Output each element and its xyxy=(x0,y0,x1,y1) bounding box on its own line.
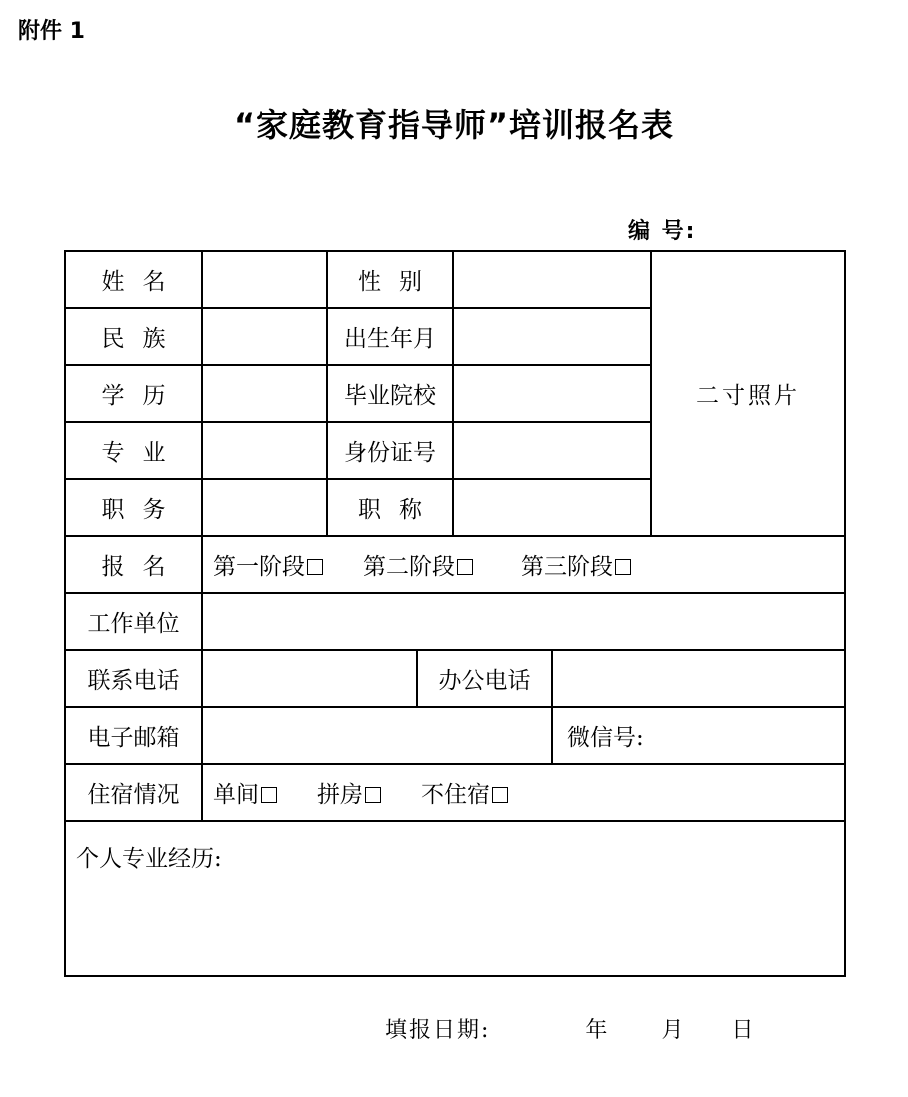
month-label: 月 xyxy=(661,1018,686,1043)
form-title: “家庭教育指导师”培训报名表 xyxy=(233,106,675,144)
professional-title-field[interactable] xyxy=(453,479,651,536)
experience-label: 个人专业经历: xyxy=(76,846,222,872)
contact-phone-label: 联系电话 xyxy=(65,650,202,707)
name-label: 姓名 xyxy=(65,251,202,308)
checkbox[interactable] xyxy=(365,787,381,803)
photo-area[interactable] xyxy=(651,251,845,536)
position-field[interactable] xyxy=(202,479,327,536)
lodging-single-label: 单间 xyxy=(213,782,259,808)
stage-1-label: 第一阶段 xyxy=(213,554,305,580)
year-label: 年 xyxy=(585,1018,610,1043)
school-field[interactable] xyxy=(453,365,651,422)
professional-title-label: 职称 xyxy=(327,479,453,536)
lodging-label: 住宿情况 xyxy=(65,764,202,821)
lodging-option-none[interactable] xyxy=(421,776,508,809)
checkbox[interactable] xyxy=(457,559,473,575)
wechat-field[interactable] xyxy=(552,707,845,764)
office-phone-field[interactable] xyxy=(552,650,845,707)
employer-label: 工作单位 xyxy=(65,593,202,650)
wechat-label: 微信号: xyxy=(567,725,644,751)
education-field[interactable] xyxy=(202,365,327,422)
id-number-field[interactable] xyxy=(453,422,651,479)
attachment-label: 附件 1 xyxy=(18,19,85,44)
employer-field[interactable] xyxy=(202,593,845,650)
stage-option-1[interactable] xyxy=(213,548,323,581)
birth-label: 出生年月 xyxy=(327,308,453,365)
checkbox[interactable] xyxy=(615,559,631,575)
fill-date-label: 填报日期: xyxy=(385,1018,491,1043)
gender-field[interactable] xyxy=(453,251,651,308)
gender-label: 性别 xyxy=(327,251,453,308)
major-field[interactable] xyxy=(202,422,327,479)
id-number-label: 身份证号 xyxy=(327,422,453,479)
registration-form-table xyxy=(64,250,846,977)
fill-date-line xyxy=(385,1013,755,1044)
education-label: 学历 xyxy=(65,365,202,422)
ethnicity-field[interactable] xyxy=(202,308,327,365)
major-label: 专业 xyxy=(65,422,202,479)
email-label: 电子邮箱 xyxy=(65,707,202,764)
stage-option-3[interactable] xyxy=(521,548,631,581)
ethnicity-label: 民族 xyxy=(65,308,202,365)
checkbox[interactable] xyxy=(261,787,277,803)
photo-label: 二寸照片 xyxy=(696,383,800,409)
contact-phone-field[interactable] xyxy=(202,650,417,707)
lodging-shared-label: 拼房 xyxy=(317,782,363,808)
office-phone-label: 办公电话 xyxy=(417,650,552,707)
checkbox[interactable] xyxy=(307,559,323,575)
stage-2-label: 第二阶段 xyxy=(363,554,455,580)
lodging-none-label: 不住宿 xyxy=(421,782,490,808)
birth-field[interactable] xyxy=(453,308,651,365)
name-field[interactable] xyxy=(202,251,327,308)
lodging-options xyxy=(202,764,845,821)
email-field[interactable] xyxy=(202,707,552,764)
experience-field[interactable] xyxy=(65,821,845,976)
stage-3-label: 第三阶段 xyxy=(521,554,613,580)
lodging-option-shared[interactable] xyxy=(317,776,381,809)
stage-options xyxy=(202,536,845,593)
checkbox[interactable] xyxy=(492,787,508,803)
position-label: 职务 xyxy=(65,479,202,536)
lodging-option-single[interactable] xyxy=(213,776,277,809)
day-label: 日 xyxy=(731,1018,756,1043)
signup-label: 报名 xyxy=(65,536,202,593)
school-label: 毕业院校 xyxy=(327,365,453,422)
stage-option-2[interactable] xyxy=(363,548,473,581)
serial-number-label: 编 号: xyxy=(628,219,697,244)
